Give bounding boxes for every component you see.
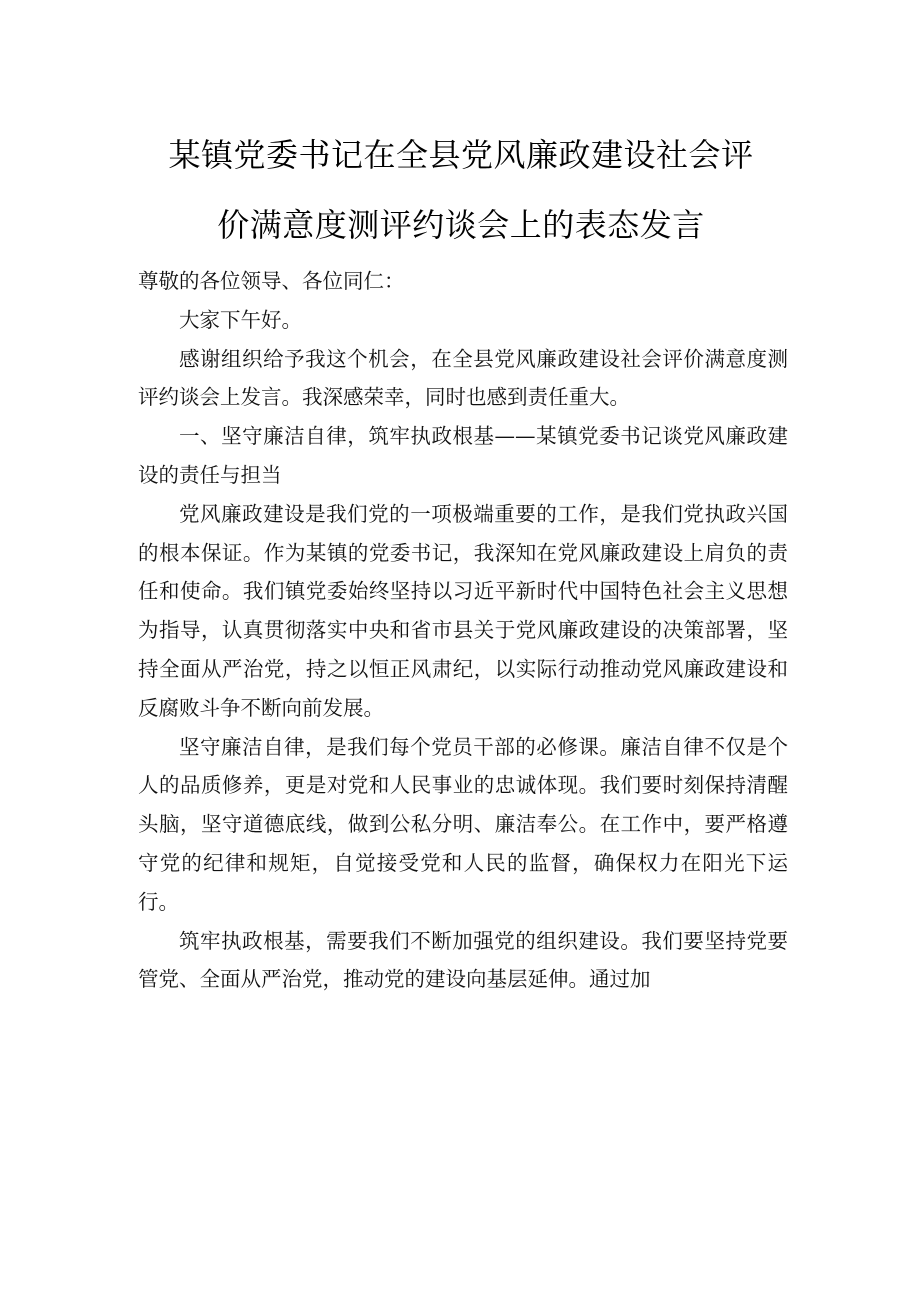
document-title-line-2: 价满意度测评约谈会上的表态发言 bbox=[217, 206, 705, 244]
paragraph-foundation: 筑牢执政根基，需要我们不断加强党的组织建设。我们要坚持党要管党、全面从严治党，推动党的建设向基层延伸。通过加 bbox=[138, 928, 788, 992]
section-heading-1: 一、坚守廉洁自律，筑牢执政根基——某镇党委书记谈党风廉政建设的责任与担当 bbox=[138, 424, 788, 487]
paragraph-importance: 党风廉政建设是我们党的一项极端重要的工作，是我们党执政兴国的根本保证。作为某镇的党委书记，我深知在党风廉政建设上肩负的责任和使命。我们镇党委始终坚持以习近平新时代中国特色社会主义思想为指导，认真贯彻落实中央和省市县关于党风廉政建设的决策部署，坚持全面从严治党，持之以恒正风肃纪，以实际行动推动党风廉政建设和反腐败斗争不断向前发展。 bbox=[138, 501, 788, 720]
document-title-line-1: 某镇党委书记在全县党风廉政建设社会评 bbox=[168, 136, 754, 174]
paragraph-greeting: 大家下午好。 bbox=[179, 307, 302, 332]
document-body bbox=[138, 262, 788, 999]
salutation: 尊敬的各位领导、各位同仁： bbox=[138, 269, 405, 293]
paragraph-thanks: 感谢组织给予我这个机会，在全县党风廉政建设社会评价满意度测评约谈会上发言。我深感荣幸，同时也感到责任重大。 bbox=[138, 346, 788, 410]
paragraph-self-discipline: 坚守廉洁自律，是我们每个党员干部的必修课。廉洁自律不仅是个人的品质修养，更是对党和人民事业的忠诚体现。我们要时刻保持清醒头脑，坚守道德底线，做到公私分明、廉洁奉公。在工作中，要严格遵守党的纪律和规矩，自觉接受党和人民的监督，确保权力在阳光下运行。 bbox=[138, 734, 788, 914]
